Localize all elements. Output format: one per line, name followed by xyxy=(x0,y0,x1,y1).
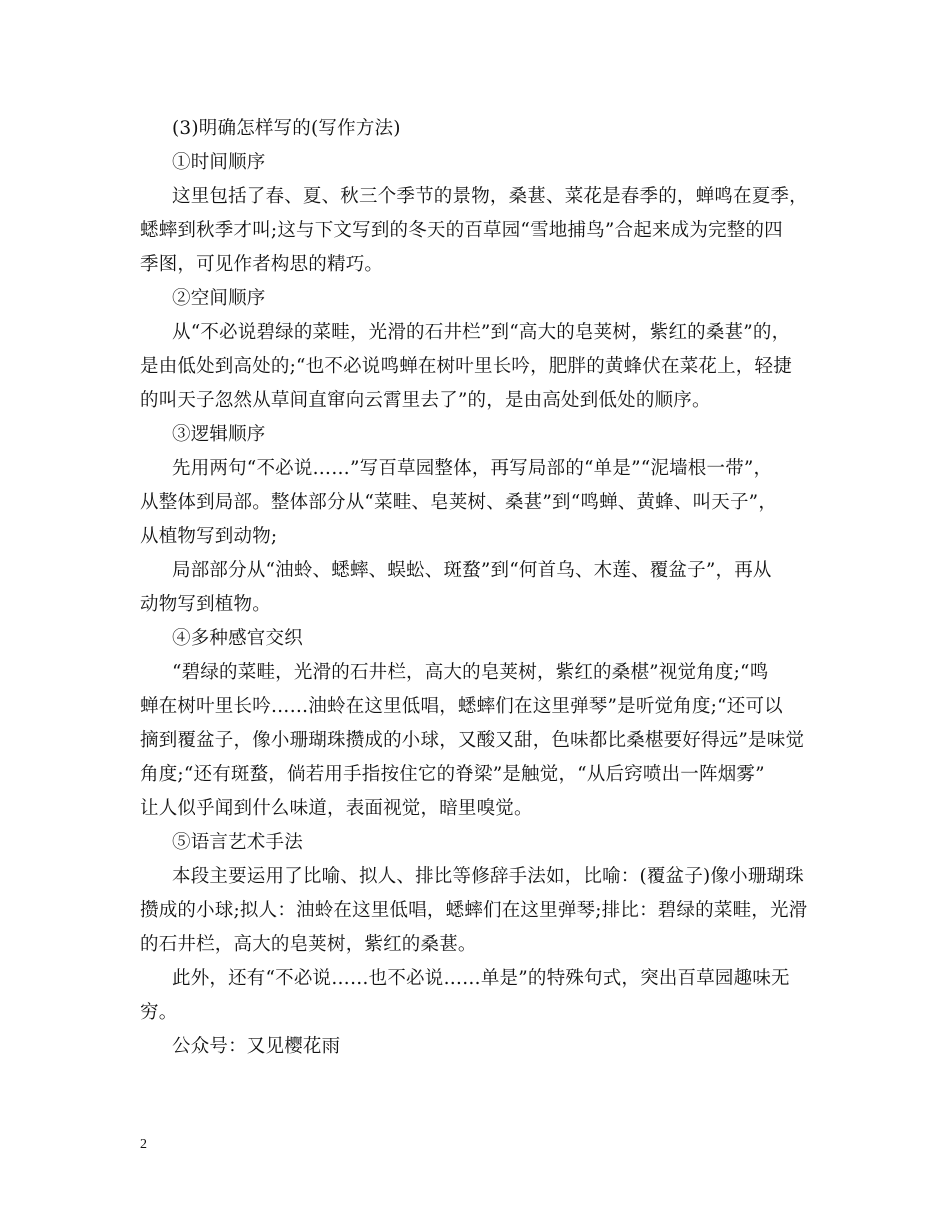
section-heading-writing-method: (3)明确怎样写的(写作方法) xyxy=(172,118,401,139)
subheading-space-order: ②空间顺序 xyxy=(172,288,266,309)
paragraph-line: 先用两句“不必说……”写百草园整体，再写局部的“单是”“泥墙根一带”， xyxy=(172,458,773,479)
footer-note-account: 公众号：又见樱花雨 xyxy=(172,1036,341,1057)
paragraph-line: 从整体到局部。整体部分从“菜畦、皂荚树、桑葚”到“鸣蝉、黄蜂、叫天子”， xyxy=(140,492,778,513)
paragraph-line: 局部部分从“油蛉、蟋蟀、蜈蚣、斑蝥”到“何首乌、木莲、覆盆子”，再从 xyxy=(172,560,772,581)
subheading-logic-order: ③逻辑顺序 xyxy=(172,424,266,445)
paragraph-line: “碧绿的菜畦，光滑的石井栏，高大的皂荚树，紫红的桑椹”视觉角度;“鸣 xyxy=(172,662,769,683)
paragraph-line: 动物写到植物。 xyxy=(140,594,271,615)
paragraph-line: 从植物写到动物; xyxy=(140,526,278,547)
paragraph-line: 蟋蟀到秋季才叫;这与下文写到的冬天的百草园“雪地捕鸟”合起来成为完整的四 xyxy=(140,220,783,241)
paragraph-line: 从“不必说碧绿的菜畦，光滑的石井栏”到“高大的皂荚树，紫红的桑葚”的， xyxy=(172,322,791,343)
subheading-senses: ④多种感官交织 xyxy=(172,628,303,649)
paragraph-line: 让人似乎闻到什么味道，表面视觉，暗里嗅觉。 xyxy=(140,798,533,819)
paragraph-line: 的叫天子忽然从草间直窜向云霄里去了”的，是由高处到低处的顺序。 xyxy=(140,390,711,411)
subheading-language-art: ⑤语言艺术手法 xyxy=(172,832,303,853)
paragraph-line: 穷。 xyxy=(140,1002,178,1023)
paragraph-line: 这里包括了春、夏、秋三个季节的景物，桑葚、菜花是春季的，蝉鸣在夏季， xyxy=(172,186,808,207)
paragraph-line: 蝉在树叶里长吟……油蛉在这里低唱，蟋蟀们在这里弹琴”是听觉角度;“还可以 xyxy=(140,696,783,717)
paragraph-line: 是由低处到高处的;“也不必说鸣蝉在树叶里长吟，肥胖的黄蜂伏在菜花上，轻捷 xyxy=(140,356,792,377)
paragraph-line: 此外，还有“不必说……也不必说……单是”的特殊句式，突出百草园趣味无 xyxy=(172,968,790,989)
paragraph-line: 摘到覆盆子，像小珊瑚珠攒成的小球，又酸又甜，色味都比桑椹要好得远”是味觉 xyxy=(140,730,805,751)
paragraph-line: 季图，可见作者构思的精巧。 xyxy=(140,254,384,275)
paragraph-line: 本段主要运用了比喻、拟人、排比等修辞手法如，比喻：(覆盆子)像小珊瑚珠 xyxy=(172,866,804,887)
subheading-time-order: ①时间顺序 xyxy=(172,152,266,173)
paragraph-line: 的石井栏，高大的皂荚树，紫红的桑葚。 xyxy=(140,934,477,955)
paragraph-line: 角度;“还有斑蝥，倘若用手指按住它的脊梁”是触觉，“从后窍喷出一阵烟雾” xyxy=(140,764,765,785)
paragraph-line: 攒成的小球;拟人：油蛉在这里低唱，蟋蟀们在这里弹琴;排比：碧绿的菜畦，光滑 xyxy=(140,900,808,921)
document-page xyxy=(140,112,816,1064)
page-number: 2 xyxy=(140,1137,147,1152)
